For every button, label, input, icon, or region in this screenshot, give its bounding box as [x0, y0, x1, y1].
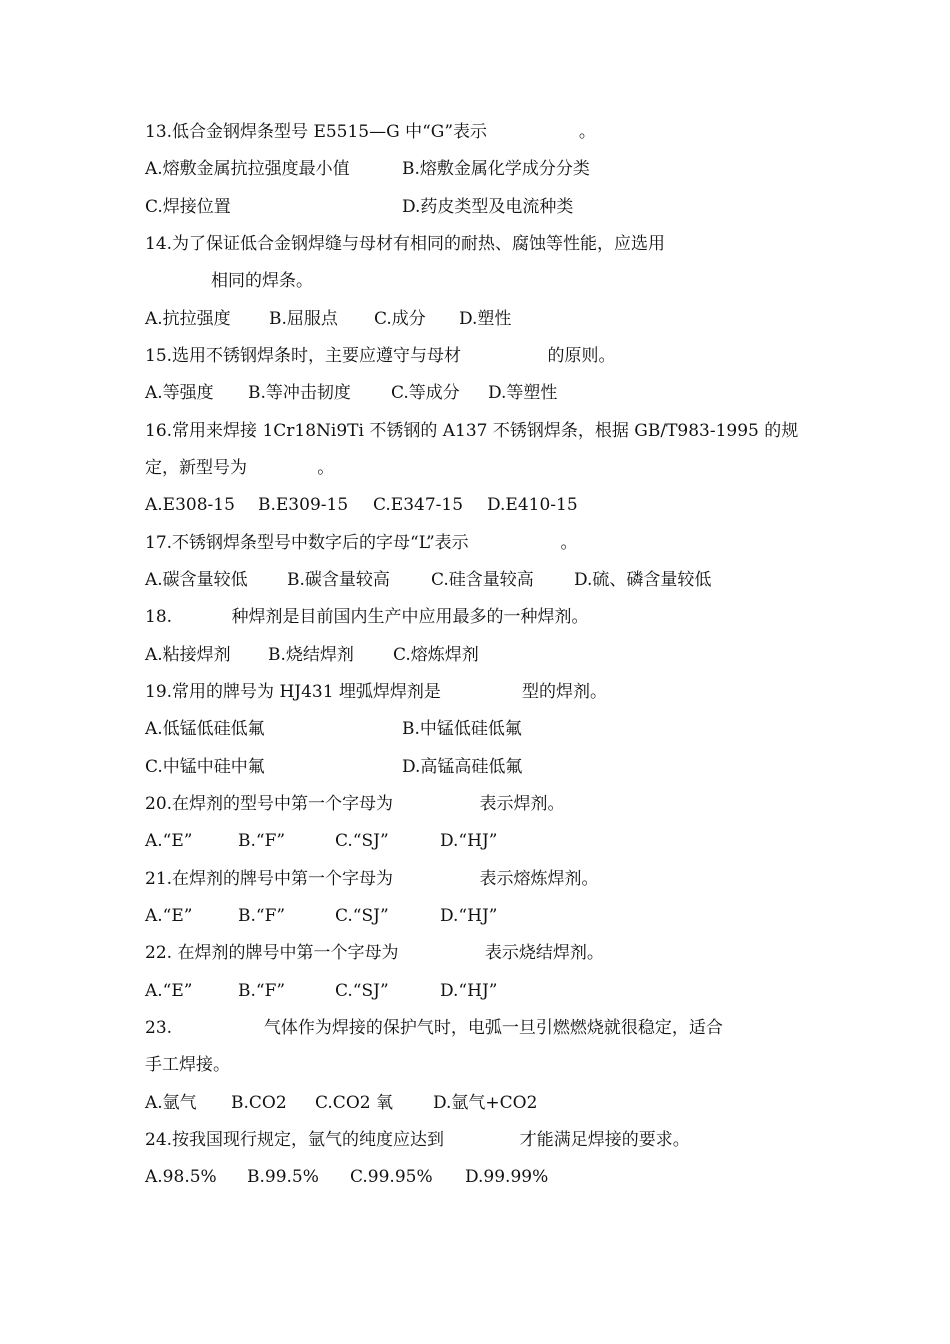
question-22-option-c: C.“SJ” — [335, 981, 389, 1001]
question-16-stem: 16.常用来焊接 1Cr18Ni9Ti 不锈钢的 A137 不锈钢焊条，根据 GB/T983-1995 的规 — [145, 421, 799, 441]
question-17-option-d: D.硫、磷含量较低 — [574, 570, 712, 590]
question-14-option-d: D.塑性 — [459, 309, 512, 329]
question-14-stem: 14.为了保证低合金钢焊缝与母材有相同的耐热、腐蚀等性能，应选用 — [145, 234, 666, 254]
question-17-option-b: B.碳含量较高 — [287, 570, 390, 590]
question-23-stem-continued: 手工焊接。 — [145, 1055, 230, 1075]
question-19-option-b: B.中锰低硅低氟 — [402, 719, 522, 739]
question-14-stem-continued: 相同的焊条。 — [211, 271, 313, 291]
question-24-option-b: B.99.5% — [247, 1167, 319, 1187]
question-20-stem: 20.在焊剂的型号中第一个字母为 表示焊剂。 — [145, 794, 565, 814]
question-21-options — [145, 905, 498, 927]
question-22-option-a: A.“E” — [145, 981, 193, 1001]
question-18-options — [145, 644, 479, 666]
question-16-stem-continued: 定，新型号为 。 — [145, 458, 335, 478]
question-21-option-b: B.“F” — [238, 906, 286, 926]
question-21-stem: 21.在焊剂的牌号中第一个字母为 表示熔炼焊剂。 — [145, 869, 599, 889]
question-23-options — [145, 1092, 538, 1114]
question-23-option-c: C.CO2 氧 — [315, 1093, 393, 1113]
question-14-option-b: B.屈服点 — [269, 309, 338, 329]
question-22-stem: 22. 在焊剂的牌号中第一个字母为 表示烧结焊剂。 — [145, 943, 604, 963]
question-23-stem: 23. 气体作为焊接的保护气时，电弧一旦引燃燃烧就很稳定，适合 — [145, 1018, 723, 1038]
question-23-option-b: B.CO2 — [231, 1093, 287, 1113]
question-17-options — [145, 569, 712, 591]
question-24-option-d: D.99.99% — [465, 1167, 549, 1187]
question-24-option-a: A.98.5% — [145, 1167, 217, 1187]
question-24-stem: 24.按我国现行规定，氩气的纯度应达到 才能满足焊接的要求。 — [145, 1130, 690, 1150]
question-13-option-c: C.焊接位置 — [145, 197, 231, 217]
question-13-option-d: D.药皮类型及电流种类 — [402, 197, 574, 217]
question-24-options — [145, 1166, 549, 1188]
question-22-options — [145, 980, 498, 1002]
question-19-option-c: C.中锰中硅中氟 — [145, 757, 265, 777]
question-19-option-a: A.低锰低硅低氟 — [145, 719, 265, 739]
question-15-option-c: C.等成分 — [391, 383, 460, 403]
question-16-option-b: B.E309-15 — [258, 495, 349, 515]
question-15-option-d: D.等塑性 — [488, 383, 558, 403]
question-22-option-d: D.“HJ” — [440, 981, 498, 1001]
question-21-option-c: C.“SJ” — [335, 906, 389, 926]
question-16-options — [145, 494, 578, 516]
question-13-stem: 13.低合金钢焊条型号 E5515—G 中“G”表示 。 — [145, 122, 596, 142]
question-13-options-row-2 — [145, 196, 574, 218]
question-14-option-a: A.抗拉强度 — [145, 309, 231, 329]
question-16-option-d: D.E410-15 — [487, 495, 578, 515]
question-19-options-row-2 — [145, 756, 523, 778]
question-19-options-row-1 — [145, 718, 522, 740]
question-13-option-b: B.熔敷金属化学成分分类 — [402, 159, 590, 179]
question-15-option-b: B.等冲击韧度 — [248, 383, 351, 403]
question-14-option-c: C.成分 — [374, 309, 426, 329]
question-13-option-a: A.熔敷金属抗拉强度最小值 — [145, 159, 350, 179]
question-21-option-a: A.“E” — [145, 906, 193, 926]
question-20-option-a: A.“E” — [145, 831, 193, 851]
question-20-option-b: B.“F” — [238, 831, 286, 851]
question-16-option-c: C.E347-15 — [373, 495, 464, 515]
question-15-stem: 15.选用不锈钢焊条时，主要应遵守与母材 的原则。 — [145, 346, 616, 366]
question-17-option-c: C.硅含量较高 — [431, 570, 534, 590]
question-18-stem: 18. 种焊剂是目前国内生产中应用最多的一种焊剂。 — [145, 607, 589, 627]
question-18-option-b: B.烧结焊剂 — [268, 645, 354, 665]
question-24-option-c: C.99.95% — [350, 1167, 433, 1187]
question-17-stem: 17.不锈钢焊条型号中数字后的字母“L”表示 。 — [145, 533, 578, 553]
question-19-stem: 19.常用的牌号为 HJ431 埋弧焊焊剂是 型的焊剂。 — [145, 682, 607, 702]
question-18-option-c: C.熔炼焊剂 — [393, 645, 479, 665]
question-15-options — [145, 382, 558, 404]
question-18-option-a: A.粘接焊剂 — [145, 645, 231, 665]
question-21-option-d: D.“HJ” — [440, 906, 498, 926]
question-16-option-a: A.E308-15 — [145, 495, 235, 515]
question-17-option-a: A.碳含量较低 — [145, 570, 248, 590]
question-14-options — [145, 308, 512, 330]
question-13-options-row-1 — [145, 158, 590, 180]
question-22-option-b: B.“F” — [238, 981, 286, 1001]
question-23-option-a: A.氩气 — [145, 1093, 197, 1113]
question-19-option-d: D.高锰高硅低氟 — [402, 757, 523, 777]
question-20-option-c: C.“SJ” — [335, 831, 389, 851]
question-20-options — [145, 830, 498, 852]
question-23-option-d: D.氩气+CO2 — [433, 1093, 538, 1113]
question-20-option-d: D.“HJ” — [440, 831, 498, 851]
question-15-option-a: A.等强度 — [145, 383, 214, 403]
